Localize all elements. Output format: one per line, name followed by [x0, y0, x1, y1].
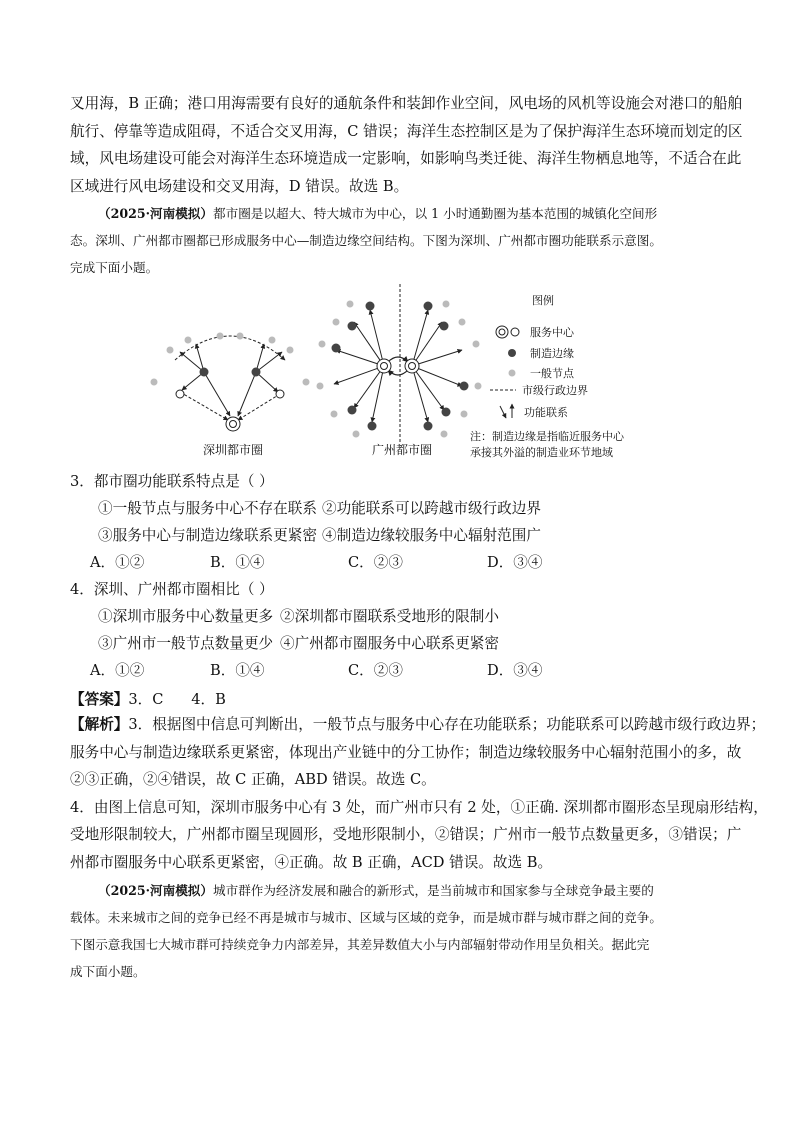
q4-option-d[interactable]: D．③④	[487, 662, 543, 679]
general-node	[319, 341, 326, 348]
q4-statement: ④广州都市圈服务中心联系更紧密	[280, 635, 499, 652]
prev-analysis-line: 航行、停靠等造成阻碍，不适合交叉用海，C 错误；海洋生态控制区是为了保护海洋生态环境而划定的区	[70, 122, 743, 140]
metro-diagram	[140, 282, 660, 462]
intro2-line: 城市群作为经济发展和融合的新形式，是当前城市和国家参与全球竞争最主要的	[213, 883, 654, 898]
analysis-line: 州都市圈服务中心联系更紧密，④正确。故 B 正确，ACD 错误。故选 B。	[70, 853, 553, 871]
general-node	[317, 383, 324, 390]
shenzhen-link	[256, 352, 282, 372]
q3-option-b[interactable]: B．①④	[210, 554, 265, 571]
general-node	[167, 347, 174, 354]
legend-service-small-icon	[511, 328, 519, 336]
shenzhen-diagram	[151, 333, 310, 458]
q4-stem: 4．深圳、广州都市圈相比（ ）	[70, 581, 274, 598]
guangzhou-link	[334, 366, 384, 384]
legend-manufacture-icon	[508, 349, 516, 357]
legend-service: 服务中心	[530, 326, 574, 339]
legend-title: 图例	[532, 294, 554, 307]
analysis-block	[70, 711, 768, 876]
metro-function-figure	[140, 282, 660, 462]
manufacture-node	[424, 422, 433, 431]
intro1-source: （2025·河南模拟）	[98, 206, 213, 221]
general-node	[459, 319, 466, 326]
guangzhou-diagram	[317, 284, 482, 457]
guangzhou-link	[354, 322, 384, 366]
guangzhou-link	[412, 366, 428, 422]
manufacture-node	[440, 322, 449, 331]
intro2-line: 载体。未来城市之间的竞争已经不再是城市与城市、区域与区域的竞争，而是城市群与城市群之间的竞争。	[70, 910, 662, 925]
general-node	[443, 301, 450, 308]
manufacture-node	[200, 368, 209, 377]
q3-statement: ①一般节点与服务中心不存在联系	[98, 500, 317, 517]
prev-analysis	[70, 90, 743, 200]
intro1-line: 态。深圳、广州都市圈都已形成服务中心—制造边缘空间结构。下图为深圳、广州都市圈功能联系示意图。	[70, 233, 662, 248]
general-node	[333, 319, 340, 326]
figure-note: 承接其外溢的制造业环节地域	[470, 446, 613, 459]
intro2-source: （2025·河南模拟）	[98, 883, 213, 898]
q4-statement: ①深圳市服务中心数量更多	[98, 608, 274, 625]
q4-statement: ③广州市一般节点数量更少	[98, 635, 274, 652]
general-node	[185, 337, 192, 344]
intro2-line: 下图示意我国七大城市群可持续竞争力内部差异，其差异数值大小与内部辐射带动作用呈负相关。据此完	[70, 937, 650, 952]
q3-option-c[interactable]: C．②③	[348, 554, 403, 571]
shenzhen-link	[204, 372, 230, 416]
general-node	[441, 431, 448, 438]
q3-statement: ②功能联系可以跨越市级行政边界	[322, 500, 541, 517]
answer-block	[70, 688, 226, 709]
analysis-line: 受地形限制较大，广州都市圈呈现圆形，受地形限制小，②错误；广州市一般节点数量更多，③错误；广	[70, 826, 742, 843]
legend-manufacture: 制造边缘	[530, 347, 574, 360]
general-node	[475, 383, 482, 390]
guangzhou-center-link	[388, 370, 408, 375]
service-node	[176, 390, 184, 398]
guangzhou-center-link	[388, 357, 408, 362]
general-node	[237, 333, 244, 340]
guangzhou-link	[370, 310, 384, 366]
analysis-line: ②③正确，②④错误，故 C 正确，ABD 错误。故选 C。	[70, 771, 436, 788]
legend-service-icon-inner	[499, 329, 505, 335]
guangzhou-link	[412, 322, 442, 366]
guangzhou-link	[336, 350, 384, 366]
general-node	[269, 337, 276, 344]
manufacture-node	[366, 302, 375, 311]
manufacture-node	[442, 408, 451, 417]
guangzhou-link	[412, 350, 462, 366]
shenzhen-link	[180, 352, 204, 372]
service-node	[276, 390, 284, 398]
manufacture-node	[252, 368, 261, 377]
manufacture-node	[424, 302, 433, 311]
shenzhen-link	[180, 392, 228, 420]
prev-analysis-line: 区域进行风电场建设和交叉用海，D 错误。故选 B。	[70, 177, 409, 195]
shenzhen-label: 深圳都市圈	[202, 443, 264, 457]
answer-text: 3．C 4．B	[128, 691, 226, 708]
general-node	[217, 333, 224, 340]
q3-stem: 3．都市圈功能联系特点是（ ）	[70, 473, 274, 490]
figure-legend	[470, 293, 625, 459]
intro-city-cluster	[70, 877, 724, 985]
intro2-line: 成下面小题。	[70, 964, 146, 979]
service-center-inner	[409, 363, 416, 370]
q3-statement: ④制造边缘较服务中心辐射范围广	[322, 527, 541, 544]
manufacture-node	[332, 344, 341, 353]
q4-option-b[interactable]: B．①④	[210, 662, 265, 679]
q3-option-d[interactable]: D．③④	[487, 554, 543, 571]
intro1-line: 完成下面小题。	[70, 260, 159, 275]
answer-label: 【答案】	[70, 691, 129, 708]
legend-boundary: 市级行政边界	[522, 384, 588, 397]
intro1-line: 都市圈是以超大、特大城市为中心，以 1 小时通勤圈为基本范围的城镇化空间形	[213, 206, 658, 221]
manufacture-node	[368, 422, 377, 431]
analysis-label: 【解析】	[70, 716, 129, 733]
shenzhen-arc	[175, 336, 285, 360]
manufacture-node	[460, 382, 469, 391]
general-node	[303, 379, 310, 386]
general-node	[473, 341, 480, 348]
q3-statement: ③服务中心与制造边缘联系更紧密	[98, 527, 317, 544]
general-node	[353, 431, 360, 438]
service-center-inner	[230, 421, 237, 428]
general-node	[151, 379, 158, 386]
analysis-line: 4．由图上信息可知，深圳市服务中心有 3 处，而广州市只有 2 处，①正确. 深圳都市圈形态呈现扇形结构，	[70, 798, 768, 816]
legend-general-icon	[509, 370, 516, 377]
service-center-inner	[381, 363, 388, 370]
figure-note: 注：制造边缘是指临近服务中心	[470, 430, 624, 443]
q4-statement: ②深圳都市圈联系受地形的限制小	[280, 608, 499, 625]
q4-option-a[interactable]: A．①②	[90, 662, 145, 679]
analysis-line: 服务中心与制造边缘联系更紧密，体现出产业链中的分工协作；制造边缘较服务中心辐射范围小的多，故	[70, 743, 742, 761]
general-node	[461, 411, 468, 418]
q4-option-c[interactable]: C．②③	[348, 662, 403, 679]
analysis-line: 3．根据图中信息可判断出，一般节点与服务中心存在功能联系；功能联系可以跨越市级行政边界；	[128, 716, 766, 733]
shenzhen-link	[238, 394, 280, 420]
general-node	[331, 411, 338, 418]
legend-link-icon	[500, 406, 506, 418]
guangzhou-label: 广州都市圈	[371, 443, 433, 457]
manufacture-node	[348, 406, 357, 415]
prev-analysis-line: 域，风电场建设可能会对海洋生态环境造成一定影响，如影响鸟类迁徙、海洋生物栖息地等，不适合在此	[70, 150, 742, 167]
general-node	[287, 347, 294, 354]
q3-option-a[interactable]: A．①②	[90, 554, 145, 571]
shenzhen-link	[238, 372, 256, 416]
general-node	[347, 301, 354, 308]
legend-link: 功能联系	[524, 406, 568, 419]
guangzhou-link	[412, 310, 428, 366]
prev-analysis-line: 叉用海，B 正确；港口用海需要有良好的通航条件和装卸作业空间，风电场的风机等设施会对港口的船舶	[70, 95, 743, 112]
legend-general: 一般节点	[530, 367, 574, 380]
intro-metro-circle	[70, 200, 724, 281]
manufacture-node	[348, 322, 357, 331]
